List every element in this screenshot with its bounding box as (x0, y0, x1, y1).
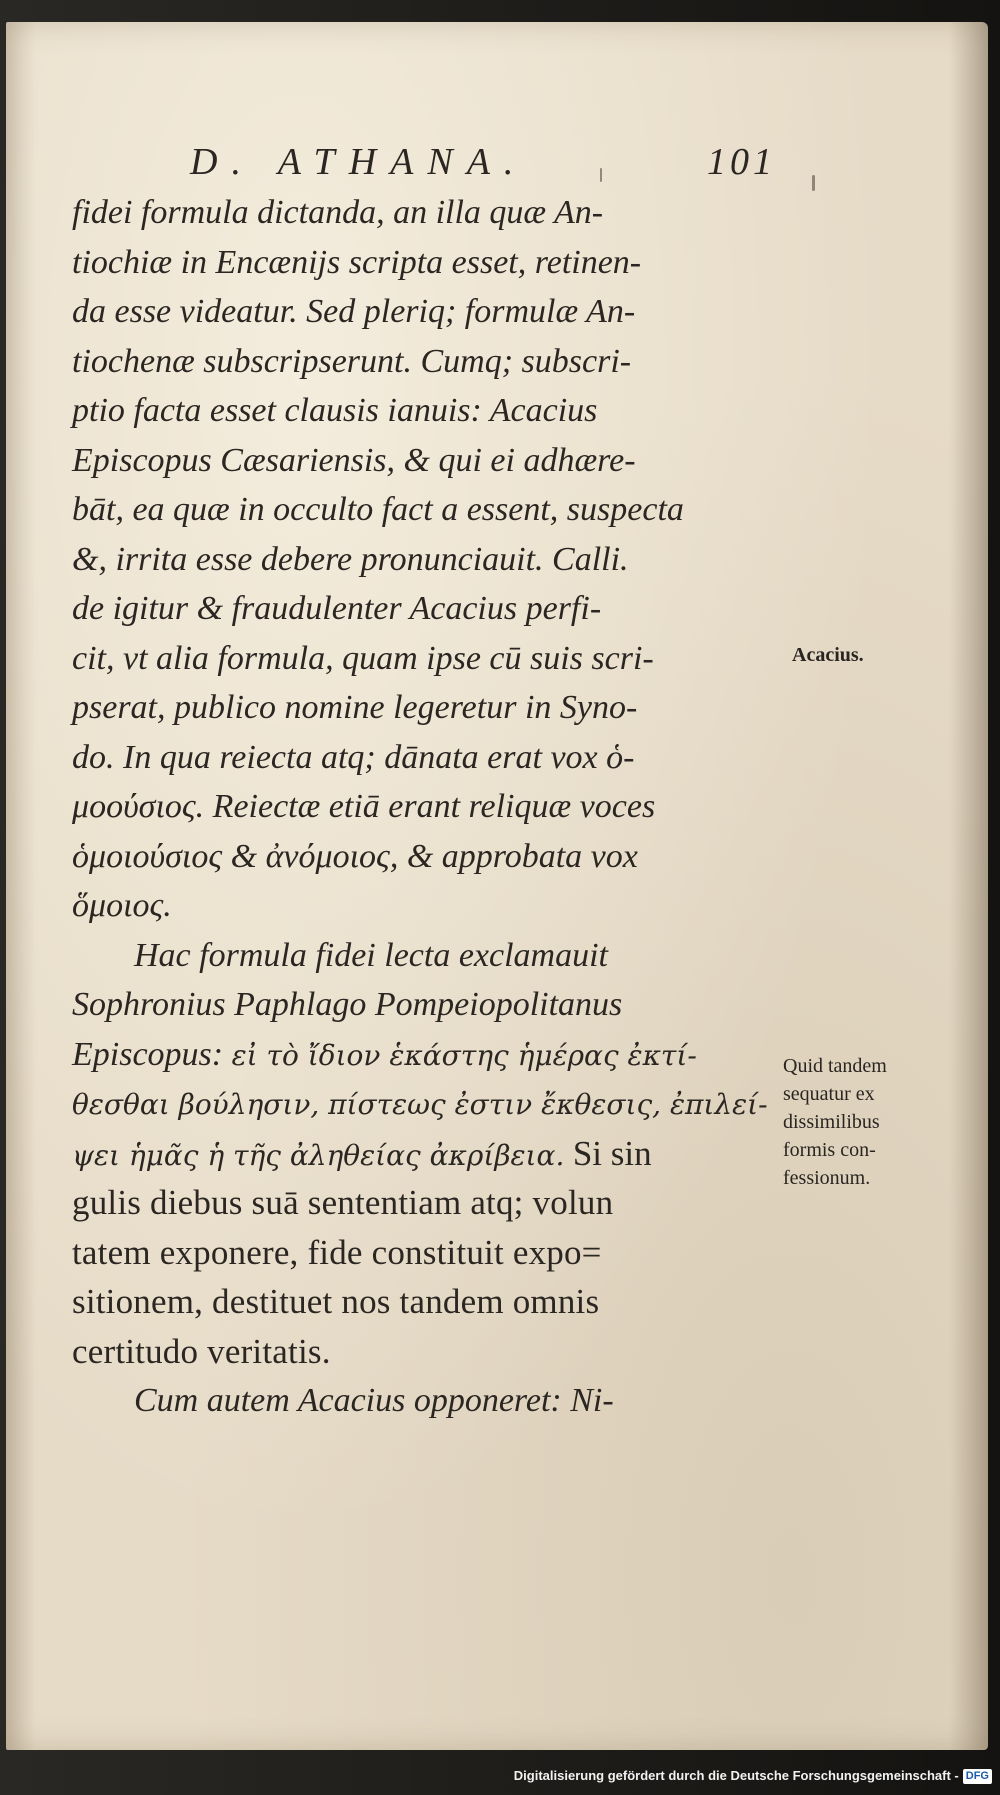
footer-text: Digitalisierung gefördert durch die Deutsche Forschungsgemeinschaft - (513, 1768, 959, 1783)
main-text (72, 188, 772, 1426)
text-line: ὁμοιούσιος & ἀνόμοιος, & approbata vox (72, 837, 638, 875)
text-line: da esse videatur. Sed pleriq; formulæ An- (72, 293, 636, 330)
greek-text: θεσθαι βούλησιν, πίστεως ἐστιν ἔκθεσις, ἐπιλεί- (72, 1088, 768, 1121)
text-line (72, 1030, 772, 1080)
margin-note-acacius: Acacius. (792, 644, 864, 666)
text-line: pserat, publico nomine legeretur in Syno- (72, 689, 638, 726)
dfg-logo-icon: DFG (963, 1769, 992, 1784)
text-line: μοούσιος. Reiectæ etiā erant reliquæ voces (72, 788, 656, 825)
text-line: Hac formula fidei lecta exclamauit (134, 936, 608, 974)
text-line: do. In qua reiecta atq; dānata erat vox ὁ- (72, 738, 635, 776)
margin-note-line: dissimilibus (783, 1111, 880, 1133)
ink-mark (812, 175, 815, 191)
text-line: tiochiæ in Encænijs scripta esset, retinen- (72, 243, 642, 281)
running-head-title: D. ATHANA. (190, 141, 528, 183)
page-number: 101 (707, 141, 776, 183)
margin-note-line: Quid tandem (783, 1055, 887, 1077)
margin-note-quid (783, 1052, 953, 1192)
digitization-footer (514, 1761, 992, 1791)
greek-text: εἰ τὸ ἴδιον ἑκάστης ἡμέρας ἐκτί- (231, 1038, 697, 1072)
paragraph-1 (72, 188, 772, 931)
text-line: gulis diebus suā sententiam atq; volun (72, 1183, 614, 1222)
text-line: sitionem, destituet nos tandem omnis (72, 1282, 600, 1321)
text-line: de igitur & fraudulenter Acacius perfi- (72, 590, 602, 627)
margin-note-line: fessionum. (783, 1167, 871, 1189)
text-line: ὅμοιος. (72, 887, 172, 924)
latin-text: Episcopus: (72, 1035, 224, 1073)
margin-note-line: formis con- (783, 1139, 876, 1161)
running-head (190, 140, 790, 184)
paragraph-2-roman (72, 1178, 772, 1376)
text-line: fidei formula dictanda, an illa quæ An- (72, 194, 604, 231)
roman-text: Si sin (572, 1133, 652, 1173)
text-line: certitudo veritatis. (72, 1331, 331, 1371)
paragraph-2 (72, 931, 772, 1179)
margin-note-line: sequatur ex (783, 1083, 875, 1105)
paragraph-3 (72, 1376, 772, 1426)
text-line: tatem exponere, fide constituit expo= (72, 1232, 602, 1272)
text-line: cit, vt alia formula, quam ipse cū suis scri- (72, 639, 654, 677)
text-line: bāt, ea quæ in occulto fact a essent, suspecta (72, 491, 684, 528)
ink-mark (600, 168, 602, 182)
text-line: Episcopus Cæsariensis, & qui ei adhære- (72, 441, 636, 479)
text-line (72, 1079, 772, 1129)
text-line: Cum autem Acacius opponeret: Ni- (134, 1382, 614, 1419)
text-line: Sophronius Paphlago Pompeiopolitanus (72, 986, 623, 1023)
text-line: tiochenæ subscripserunt. Cumq; subscri- (72, 342, 632, 380)
text-line: &, irrita esse debere pronunciauit. Calli. (72, 540, 629, 578)
greek-text: ψει ἡμᾶς ἡ τῆς ἀληθείας ἀκρίβεια. (72, 1138, 565, 1172)
text-line: ptio facta esset clausis ianuis: Acacius (72, 392, 598, 429)
text-line (72, 1129, 772, 1179)
